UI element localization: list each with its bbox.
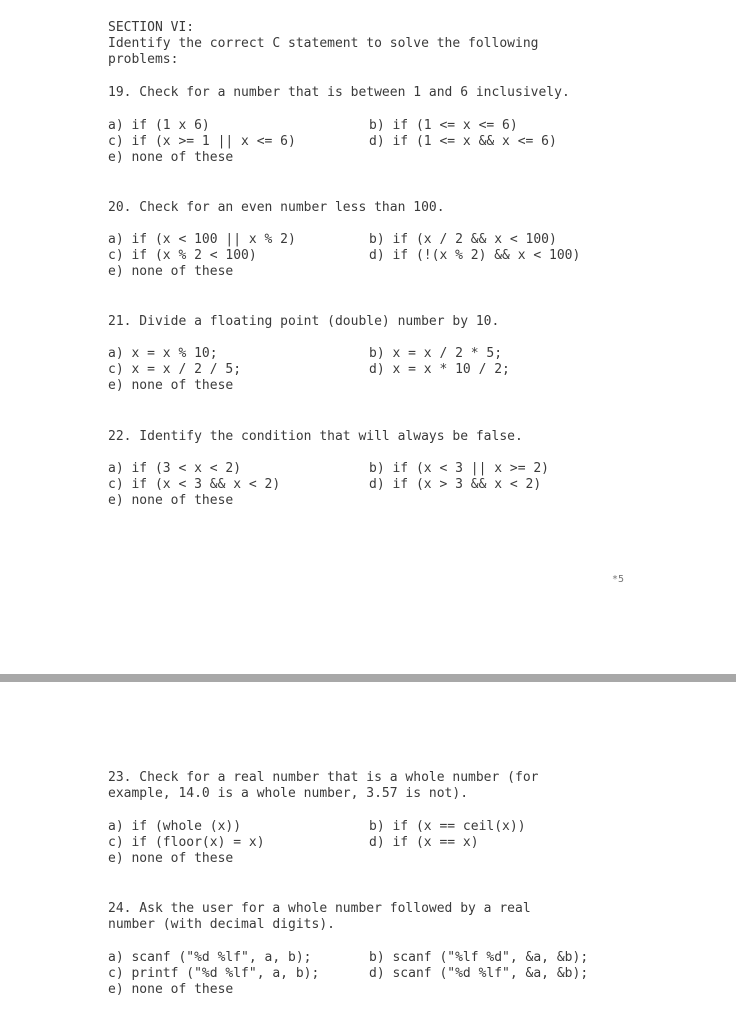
question-21-option-d: d) x = x * 10 / 2;	[369, 362, 510, 377]
page-mark: *5	[612, 574, 625, 585]
question-20-prompt: 20. Check for an even number less than 100.	[108, 200, 445, 215]
question-24-prompt-line-2: number (with decimal digits).	[108, 917, 335, 932]
question-19-option-e: e) none of these	[108, 150, 234, 165]
question-23-option-e: e) none of these	[108, 851, 234, 866]
question-24-option-c: c) printf ("%d %lf", a, b);	[108, 966, 320, 981]
question-22-prompt: 22. Identify the condition that will always be false.	[108, 429, 523, 444]
question-24-option-a: a) scanf ("%d %lf", a, b);	[108, 950, 312, 965]
question-22-option-e: e) none of these	[108, 493, 234, 508]
question-22-option-c: c) if (x < 3 && x < 2)	[108, 477, 281, 492]
question-21-prompt: 21. Divide a floating point (double) number by 10.	[108, 314, 500, 329]
question-23-option-a: a) if (whole (x))	[108, 819, 242, 834]
instructions-line-1: Identify the correct C statement to solve the following	[108, 36, 539, 51]
question-20-option-c: c) if (x % 2 < 100)	[108, 248, 257, 263]
question-19-option-c: c) if (x >= 1 || x <= 6)	[108, 134, 296, 149]
section-title: SECTION VI:	[108, 20, 195, 35]
question-21-option-c: c) x = x / 2 / 5;	[108, 362, 242, 377]
question-21-option-b: b) x = x / 2 * 5;	[369, 346, 503, 361]
question-23-prompt-line-1: 23. Check for a real number that is a whole number (for	[108, 770, 539, 785]
question-21-option-e: e) none of these	[108, 378, 234, 393]
question-21-option-a: a) x = x % 10;	[108, 346, 218, 361]
question-22-option-a: a) if (3 < x < 2)	[108, 461, 242, 476]
question-20-option-d: d) if (!(x % 2) && x < 100)	[369, 248, 581, 263]
question-20-option-a: a) if (x < 100 || x % 2)	[108, 232, 296, 247]
question-19-option-b: b) if (1 <= x <= 6)	[369, 118, 518, 133]
question-19-prompt: 19. Check for a number that is between 1 and 6 inclusively.	[108, 85, 570, 100]
question-24-option-d: d) scanf ("%d %lf", &a, &b);	[369, 966, 589, 981]
question-22-option-b: b) if (x < 3 || x >= 2)	[369, 461, 550, 476]
instructions-line-2: problems:	[108, 52, 179, 67]
question-23-option-d: d) if (x == x)	[369, 835, 479, 850]
question-23-option-c: c) if (floor(x) = x)	[108, 835, 265, 850]
question-20-option-b: b) if (x / 2 && x < 100)	[369, 232, 557, 247]
question-24-option-e: e) none of these	[108, 982, 234, 997]
question-23-prompt-line-2: example, 14.0 is a whole number, 3.57 is not).	[108, 786, 469, 801]
question-19-option-a: a) if (1 x 6)	[108, 118, 210, 133]
question-20-option-e: e) none of these	[108, 264, 234, 279]
question-24-option-b: b) scanf ("%lf %d", &a, &b);	[369, 950, 589, 965]
question-24-prompt-line-1: 24. Ask the user for a whole number followed by a real	[108, 901, 531, 916]
question-19-option-d: d) if (1 <= x && x <= 6)	[369, 134, 557, 149]
question-22-option-d: d) if (x > 3 && x < 2)	[369, 477, 542, 492]
page-divider	[0, 674, 736, 682]
question-23-option-b: b) if (x == ceil(x))	[369, 819, 526, 834]
